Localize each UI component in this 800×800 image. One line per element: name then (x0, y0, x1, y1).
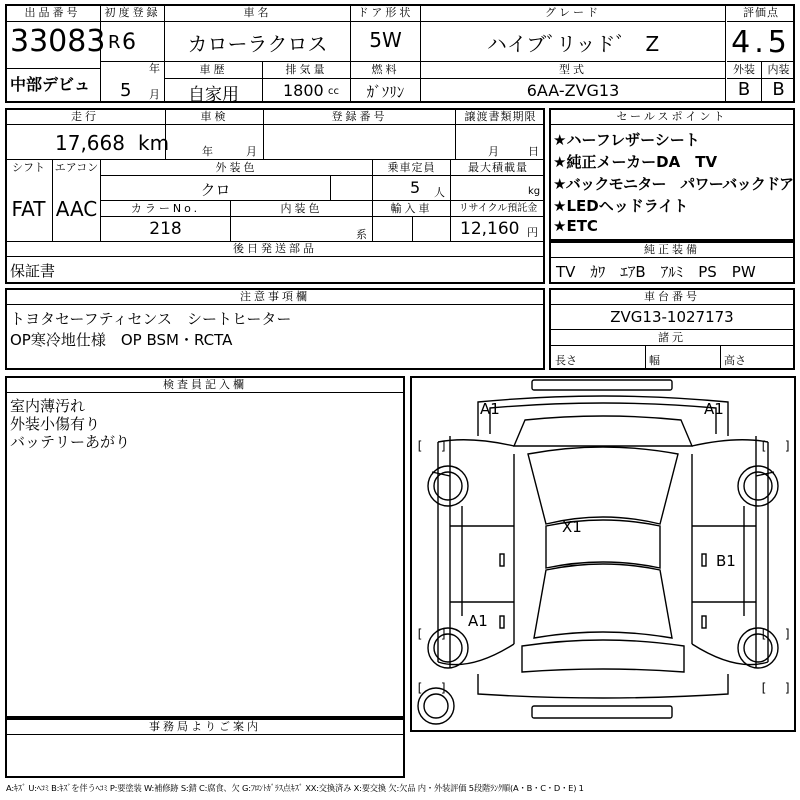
svg-text:[: [ (760, 627, 768, 641)
disp-unit: cc (328, 86, 339, 97)
dims-header: 諸元 (658, 331, 686, 344)
svg-text:]: ] (440, 439, 448, 453)
chassis-number: ZVG13-1027173 (610, 308, 734, 326)
int-header: 内装 (767, 63, 790, 76)
displacement: 1800 (283, 81, 324, 100)
first-reg-header: 初度登録 (104, 6, 161, 19)
sales-item: ★ETC (553, 217, 598, 235)
later-header: 後日発送部品 (233, 242, 317, 255)
inspector-header: 検査員記入欄 (163, 378, 247, 391)
year-unit: 年 (149, 62, 160, 75)
mark-front-right: A1 (704, 400, 724, 418)
office-header: 事務局よりご案内 (149, 720, 261, 733)
score-header: 評価点 (743, 6, 779, 19)
ext-header: 外装 (733, 63, 755, 76)
note-line: OP寒冷地仕様 OP BSM・RCTA (10, 331, 233, 349)
sales-item: ★純正メーカーDA TV (553, 153, 718, 171)
notes-header: 注意事項欄 (240, 290, 310, 303)
recycle-amount: 12,160 (460, 219, 520, 239)
transfer-day: 日 (528, 145, 539, 158)
sales-header: セールスポイント (616, 110, 728, 123)
mileage-unit: km (138, 131, 170, 155)
svg-text:]: ] (784, 627, 792, 641)
lot-header: 出品番号 (24, 6, 81, 19)
mileage: 17,668 (55, 131, 125, 155)
import-header: 輸入車 (390, 202, 433, 215)
load-header: 最大積載量 (468, 161, 528, 174)
debut-label: 中部デビュ (10, 75, 91, 94)
color-header: 外装色 (215, 161, 258, 174)
insp-year: 年 (202, 145, 213, 158)
history: 自家用 (188, 85, 239, 105)
inspection-header: 車検 (200, 110, 229, 123)
model-header: 型式 (559, 63, 587, 76)
lot-number: 33083 (10, 24, 106, 59)
svg-text:]: ] (784, 681, 792, 695)
era: R (108, 32, 121, 53)
color-no: 218 (149, 219, 182, 239)
ac: AAC (55, 197, 98, 221)
shift-header: シフト (12, 161, 45, 174)
inspector-line: 外装小傷有り (10, 415, 101, 433)
capacity: 5 (410, 178, 421, 197)
length-label: 長さ (555, 354, 577, 367)
width-label: 幅 (649, 354, 660, 367)
color: クロ (200, 181, 231, 199)
transfer-header: 譲渡書類期限 (464, 110, 537, 123)
legend: A:ｷｽﾞ U:ﾍｺﾐ B:ｷｽﾞを伴うﾍｺﾐ P:要塗装 W:補修跡 S:錆 C:腐食、欠 G:ﾌﾛﾝﾄｶﾞﾗｽ点ｷｽﾞ XX:交換済み X:要交換 欠:欠品 内・外装評価 5段階ﾗﾝｸ順(A・B・C・D・E) 1 (6, 783, 584, 793)
mileage-header: 走行 (71, 110, 99, 123)
reg-year: 6 (122, 30, 136, 55)
disp-header: 排気量 (285, 63, 328, 76)
car-name: カローラクロス (187, 32, 328, 56)
grade: ハイブﾞリッドﾞ Z (486, 32, 660, 56)
chassis-header: 車台番号 (644, 290, 700, 303)
capacity-unit: 人 (434, 186, 445, 199)
inspector-line: バッテリーあがり (10, 433, 131, 451)
inspector-line: 室内薄汚れ (10, 397, 86, 415)
sales-item: ★LEDヘッドライト (553, 197, 689, 215)
height-label: 高さ (724, 354, 746, 367)
reg-month: 5 (120, 80, 132, 101)
int-color-header: 内装色 (280, 202, 323, 215)
door-header: ドア形状 (357, 6, 414, 19)
svg-text:[: [ (416, 681, 424, 695)
transfer-month: 月 (488, 145, 499, 158)
svg-text:]: ] (440, 681, 448, 695)
equip-header: 純正装備 (644, 243, 700, 256)
fuel: ｶﾞｿﾘﾝ (366, 83, 405, 101)
plate-header: 登録番号 (331, 110, 388, 123)
capacity-header: 乗車定員 (387, 161, 436, 174)
grade-header: グレード (545, 6, 601, 19)
ext-score: B (737, 79, 751, 100)
svg-text:[: [ (760, 439, 768, 453)
fuel-header: 燃料 (371, 63, 400, 76)
mark-left-rear: A1 (468, 612, 488, 630)
mark-roof: X1 (562, 518, 582, 536)
svg-text:[: [ (416, 627, 424, 641)
equipment: TV ｶﾜ ｴｱB ｱﾙﾐ PS PW (556, 263, 756, 281)
mark-front-left: A1 (480, 400, 500, 418)
int-color-unit: 系 (356, 228, 367, 241)
history-header: 車歴 (199, 63, 228, 76)
svg-text:[: [ (416, 439, 424, 453)
model-code: 6AA-ZVG13 (526, 81, 620, 100)
svg-text:]: ] (784, 439, 792, 453)
load-unit: kg (528, 186, 541, 197)
shift: FAT (11, 197, 46, 221)
car-diagram (410, 376, 796, 732)
mark-right-side: B1 (716, 552, 736, 570)
later-parts: 保証書 (10, 262, 56, 280)
insp-month: 月 (246, 145, 257, 158)
int-score: B (772, 79, 785, 100)
sales-item: ★バックモニター パワーバックドア (553, 175, 794, 193)
score: 4.5 (731, 25, 791, 60)
svg-text:]: ] (440, 627, 448, 641)
recycle-header: リサイクル預託金 (458, 203, 538, 214)
door-type: 5W (369, 28, 402, 52)
ac-header: エアコン (54, 161, 99, 174)
color-no-header: カラーNo. (130, 202, 201, 215)
svg-text:[: [ (760, 681, 768, 695)
month-unit: 月 (149, 88, 160, 101)
note-line: トヨタセーフティセンス シートヒーター (10, 310, 292, 328)
recycle-unit: 円 (527, 226, 538, 239)
car-name-header: 車名 (243, 6, 272, 19)
sales-item: ★ハーフレザーシート (553, 131, 700, 149)
